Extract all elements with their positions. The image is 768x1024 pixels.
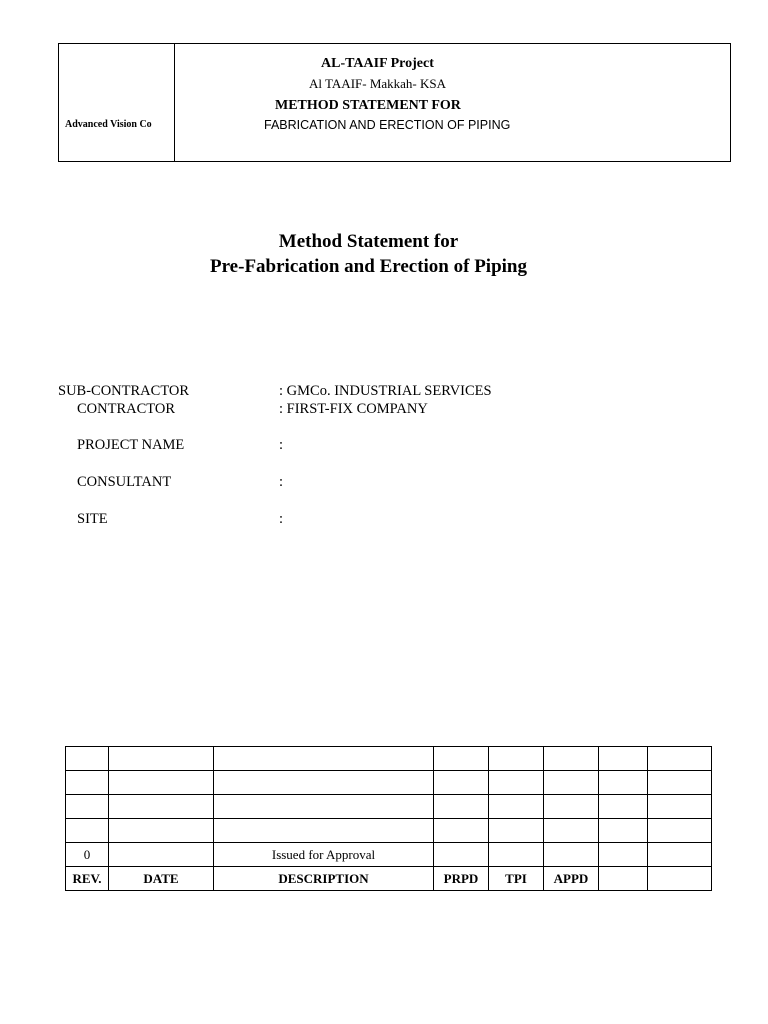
document-title-line-1: Method Statement for: [278, 231, 459, 252]
table-cell: [66, 819, 109, 843]
column-header: APPD: [544, 867, 599, 891]
table-cell: [109, 771, 214, 795]
document-header: [58, 43, 731, 162]
table-cell: [489, 843, 544, 867]
company-name: Advanced Vision Co: [65, 119, 152, 130]
table-cell: [648, 771, 712, 795]
method-statement-subject: FABRICATION AND ERECTION OF PIPING: [264, 118, 511, 132]
table-row: [66, 843, 712, 867]
table-cell: [66, 747, 109, 771]
column-header: REV.: [66, 867, 109, 891]
site-value: :: [279, 511, 284, 527]
table-cell: [66, 771, 109, 795]
table-cell: [489, 795, 544, 819]
column-header: TPI: [489, 867, 544, 891]
subcontractor-label: SUB-CONTRACTOR: [58, 383, 190, 399]
site-label: SITE: [77, 511, 108, 527]
contractor-label: CONTRACTOR: [77, 401, 176, 417]
table-cell: [109, 819, 214, 843]
table-cell: [599, 795, 648, 819]
column-header: PRPD: [434, 867, 489, 891]
consultant-label: CONSULTANT: [77, 474, 172, 490]
project-name-label: PROJECT NAME: [77, 437, 185, 453]
table-cell: [434, 843, 489, 867]
table-cell: [109, 795, 214, 819]
table-cell: [66, 795, 109, 819]
table-cell: 0: [66, 843, 109, 867]
project-name-value: :: [279, 437, 284, 453]
table-cell: [434, 819, 489, 843]
table-header-row: [66, 867, 712, 891]
table-cell: [544, 771, 599, 795]
column-header: [648, 867, 712, 891]
table-cell: [599, 819, 648, 843]
table-cell: [434, 747, 489, 771]
table-row: [66, 771, 712, 795]
table-cell: [648, 747, 712, 771]
table-row: [66, 795, 712, 819]
table-cell: [434, 795, 489, 819]
table-cell: [109, 747, 214, 771]
table-cell: [599, 747, 648, 771]
table-cell: [544, 843, 599, 867]
table-cell: [648, 819, 712, 843]
contractor-value: : FIRST-FIX COMPANY: [279, 401, 428, 417]
method-statement-heading: METHOD STATEMENT FOR: [275, 98, 461, 113]
table-cell: [214, 819, 434, 843]
column-header: DESCRIPTION: [214, 867, 434, 891]
table-cell: [489, 747, 544, 771]
column-header: [599, 867, 648, 891]
document-title-line-2: Pre-Fabrication and Erection of Piping: [209, 256, 527, 277]
consultant-value: :: [279, 474, 284, 490]
table-cell: [544, 747, 599, 771]
table-row: [66, 819, 712, 843]
project-location: Al TAAIF- Makkah- KSA: [309, 76, 447, 91]
table-cell: [489, 819, 544, 843]
table-cell: [214, 795, 434, 819]
table-cell: [544, 795, 599, 819]
column-header: DATE: [109, 867, 214, 891]
project-title: AL-TAAIF Project: [321, 56, 434, 71]
table-cell: Issued for Approval: [214, 843, 434, 867]
company-cell: [59, 44, 175, 161]
revision-table-body: [66, 747, 712, 891]
subcontractor-value: : GMCo. INDUSTRIAL SERVICES: [279, 383, 492, 399]
table-cell: [109, 843, 214, 867]
table-cell: [544, 819, 599, 843]
table-cell: [599, 843, 648, 867]
revision-table: [65, 746, 712, 891]
table-cell: [489, 771, 544, 795]
table-row: [66, 747, 712, 771]
table-cell: [599, 771, 648, 795]
table-cell: [214, 747, 434, 771]
table-cell: [214, 771, 434, 795]
table-cell: [434, 771, 489, 795]
table-cell: [648, 795, 712, 819]
table-cell: [648, 843, 712, 867]
